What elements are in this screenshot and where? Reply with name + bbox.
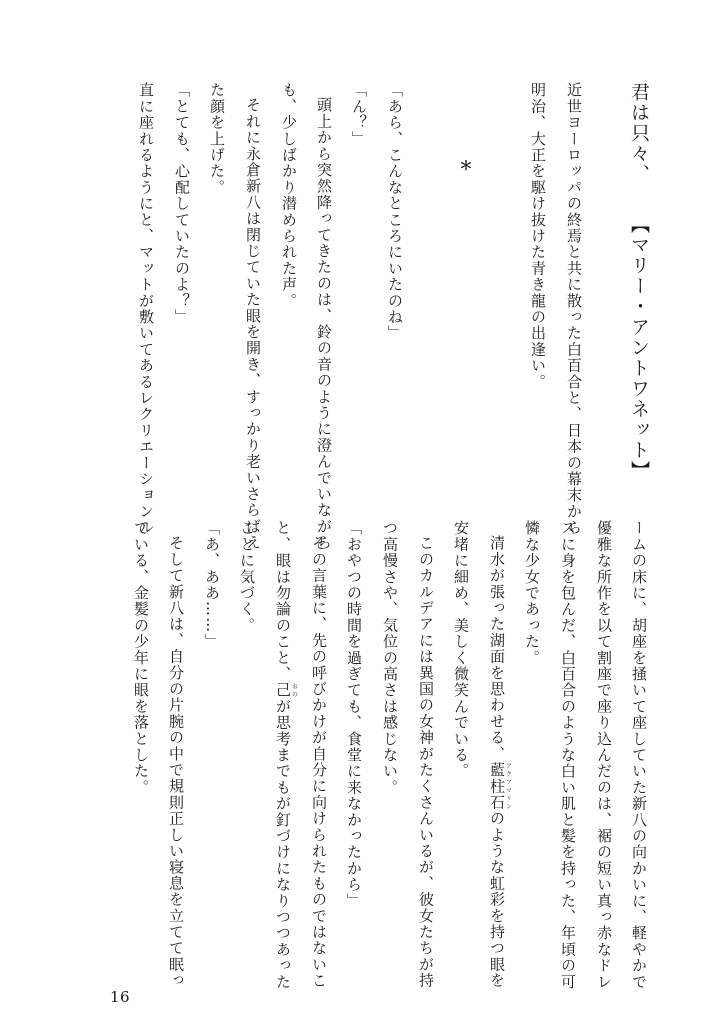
text-line: その言葉に、先の呼びかけが自分に向けられたものではないこ — [310, 535, 328, 989]
text-line: ことに気づく。 — [238, 520, 256, 634]
text-line: 頭上から突然降ってきたのは、鈴の音のように澄んでいながら — [315, 97, 333, 551]
text-line: つ高慢さや、気位の高さは感じない。 — [381, 520, 399, 796]
text-line: ームの床に、胡座を掻いて座していた新八の向かいに、軽やかで — [630, 520, 648, 990]
text-line: も、少しばかり潜められた声。 — [280, 82, 298, 309]
text-line: 「あら、こんなところにいたのね」 — [386, 82, 404, 342]
text-line-with-ruby: と、眼は勿論のこと、己おのが思考までもが釘づけになりつつあった — [274, 520, 298, 990]
text-line: このカルデアには異国の女神がたくさんいるが、彼女たちが持 — [417, 535, 435, 989]
heading-right: 【マリー・アントワネット】 — [628, 214, 650, 481]
text-line: た顔を上げた。 — [208, 82, 226, 196]
ruby-onore: 己おの — [274, 682, 298, 699]
text-line: 「ん？」 — [350, 82, 368, 147]
text-line: それに永倉新八は閉じていた眼を開き、すっかり老いさらばえ — [244, 97, 262, 551]
text-line: 優雅な所作を以て割座で座り込んだのは、裾の短い真っ赤なドレ — [595, 520, 613, 990]
text-line: 「とても、心配していたのよ？」 — [173, 82, 191, 325]
text-line: スに身を包んだ、白百合のような白い肌と髪を持った、年頃の可 — [559, 520, 577, 990]
text-line: 「おやつの時間を過ぎても、食堂に来なかったから」 — [345, 520, 363, 909]
heading-left: 君は只々、 — [628, 82, 650, 185]
text-line: そして新八は、自分の片腕の中で規則正しい寝息を立てて眠っ — [167, 535, 185, 989]
chapter-heading — [628, 82, 650, 481]
text-line-with-ruby: 清水が張った湖面を思わせる、藍柱石アクアマリンのような虹彩を持つ眼を — [488, 535, 512, 989]
text-line: 直に座れるようにと、マットが敷いてあるレクリエーションル — [137, 82, 155, 536]
section-divider-asterisk: * — [460, 158, 472, 183]
text-line: 「あ、ああ……」 — [203, 520, 221, 650]
text-line: 安堵に細め、美しく微笑んでいる。 — [452, 520, 470, 780]
text-line: 憐な少女であった。 — [523, 520, 541, 666]
page-number: 16 — [110, 988, 131, 1006]
text-line: 近世ヨーロッパの終焉と共に散った白百合と、日本の幕末から — [565, 82, 583, 536]
text-line: 明治、大正を駆け抜けた青き龍の出逢い。 — [529, 82, 547, 390]
text-line: ている、金髪の少年に眼を落とした。 — [132, 520, 150, 796]
ruby-aquamarine: 藍柱石アクアマリン — [488, 761, 512, 811]
